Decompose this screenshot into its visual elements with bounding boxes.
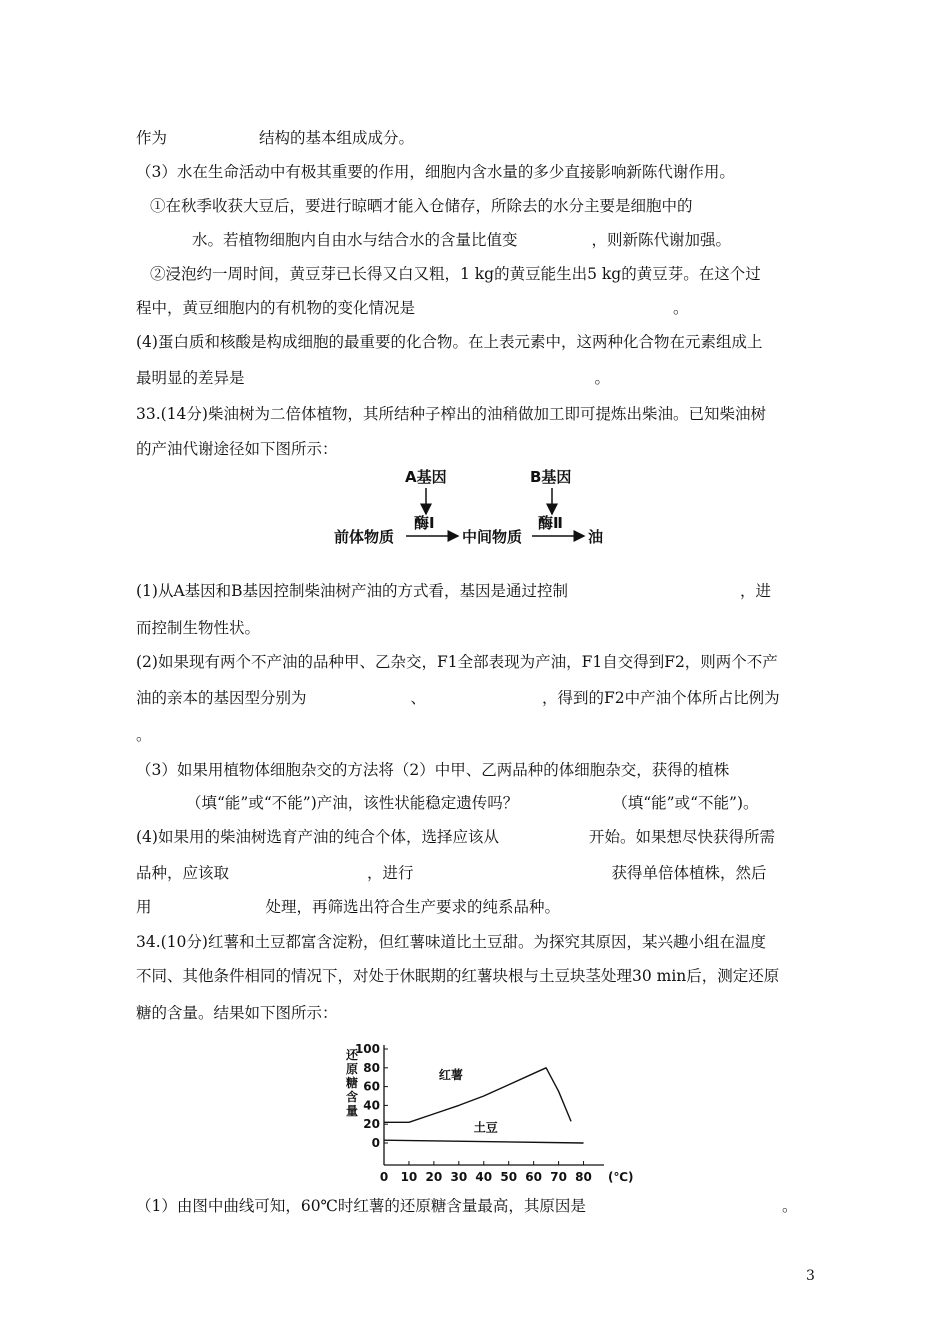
text-line-8 <box>136 368 610 388</box>
enzyme-2-label: 酶Ⅱ <box>538 514 563 532</box>
text-line-13: (2)如果现有两个不产油的品种甲、乙杂交，F1全部表现为产油，F1自交得到F2，则两个不产 <box>136 653 778 671</box>
text-line-17 <box>186 793 759 813</box>
x-tick-label: 10 <box>400 1170 418 1184</box>
page-number: 3 <box>806 1268 815 1284</box>
gene-b-label: B基因 <box>530 468 572 486</box>
intermediate-label: 中间物质 <box>462 528 523 546</box>
text-segment: 处理，再筛选出符合生产要求的纯系品种。 <box>265 898 561 916</box>
text-line-1 <box>136 128 414 148</box>
text-line-14 <box>136 688 780 708</box>
text-segment: （1）由图中曲线可知，60℃时红薯的还原糖含量最高，其原因是 <box>136 1197 586 1215</box>
text-line-10: 的产油代谢途径如下图所示： <box>136 440 338 458</box>
series-line-1 <box>384 1068 571 1123</box>
text-segment: （填“能”或“不能”)。 <box>612 794 759 812</box>
gene-a-label: A基因 <box>405 468 447 486</box>
y-label-char: 量 <box>346 1104 359 1118</box>
text-line-9: 33.(14分)柴油树为二倍体植物，其所结种子榨出的油稍做加工即可提炼出柴油。已知柴油树 <box>136 405 766 423</box>
text-segment: ，进行 <box>367 864 414 882</box>
text-segment: 获得单倍体植株，然后 <box>611 864 767 882</box>
text-line-15: 。 <box>136 726 152 744</box>
y-tick-label: 80 <box>363 1060 380 1075</box>
x-tick-label: 40 <box>475 1170 493 1184</box>
text-line-6 <box>136 298 689 318</box>
text-segment: 用 <box>136 898 152 916</box>
text-line-3: ①在秋季收获大豆后，要进行晾晒才能入仓储存，所除去的水分主要是细胞中的 <box>150 197 693 215</box>
series-lines <box>384 1067 584 1143</box>
pathway-diagram <box>330 462 620 552</box>
product-label: 油 <box>588 528 604 546</box>
text-line-24 <box>136 1196 797 1216</box>
text-line-5: ②浸泡约一周时间，黄豆芽已长得又白又粗，1 kg的黄豆能生出5 kg的黄豆芽。在这个过 <box>150 265 761 283</box>
text-line-2: （3）水在生命活动中有极其重要的作用，细胞内含水量的多少直接影响新陈代谢作用。 <box>136 163 735 181</box>
text-segment: ，进 <box>740 582 772 600</box>
text-segment: 油的亲本的基因型分别为 <box>136 689 307 707</box>
series-label-1: 红薯 <box>438 1068 463 1083</box>
text-segment: ，则新陈代谢加强。 <box>591 231 732 249</box>
x-tick-label: 50 <box>500 1170 518 1184</box>
x-tick-label: 70 <box>550 1170 567 1184</box>
text-line-7: (4)蛋白质和核酸是构成细胞的最重要的化合物。在上表元素中，这两种化合物在元素组成上 <box>136 333 763 351</box>
x-tick-label: 0 <box>379 1170 389 1184</box>
text-line-19 <box>136 863 767 883</box>
y-label-char: 含 <box>346 1090 359 1104</box>
reducing-sugar-chart <box>340 1035 634 1185</box>
text-segment: 、 <box>410 689 427 707</box>
text-line-23: 糖的含量。结果如下图所示： <box>136 1004 338 1022</box>
x-tick-label: 20 <box>425 1170 443 1184</box>
text-line-20 <box>136 897 560 917</box>
x-unit-label: (℃) <box>608 1170 634 1184</box>
enzyme-1-label: 酶Ⅰ <box>414 514 435 532</box>
y-tick-label: 100 <box>354 1042 380 1056</box>
text-line-22: 不同、其他条件相同的情况下，对处于休眠期的红薯块根与土豆块茎处理30 min后，测定还原 <box>136 967 780 985</box>
text-segment: 。 <box>781 1197 798 1215</box>
text-segment: 品种，应该取 <box>136 864 230 882</box>
text-line-11 <box>136 581 771 601</box>
text-segment: (1)从A基因和B基因控制柴油树产油的方式看，基因是通过控制 <box>136 582 569 600</box>
text-segment: 程中，黄豆细胞内的有机物的变化情况是 <box>136 299 416 317</box>
text-segment: 开始。如果想尽快获得所需 <box>588 828 775 846</box>
text-segment: 水。若植物细胞内自由水与结合水的含量比值变 <box>192 231 518 249</box>
y-label-char: 糖 <box>346 1076 359 1090</box>
text-segment: （填“能”或“不能”)产油，该性状能稳定遗传吗？ <box>186 794 519 812</box>
series-line-2 <box>384 1140 584 1143</box>
text-line-18 <box>136 827 775 847</box>
text-segment: (4)如果用的柴油树选育产油的纯合个体，选择应该从 <box>136 828 499 846</box>
y-tick-label: 20 <box>363 1117 380 1132</box>
text-line-12: 而控制生物性状。 <box>136 619 261 637</box>
y-tick-label: 40 <box>363 1098 380 1113</box>
text-segment: 最明显的差异是 <box>136 369 245 387</box>
text-segment: 。 <box>594 369 611 387</box>
x-tick-label: 30 <box>450 1170 468 1184</box>
text-line-4 <box>192 230 731 250</box>
y-label-char: 原 <box>346 1062 359 1076</box>
y-label-char: 还 <box>346 1048 359 1062</box>
text-segment: 结构的基本组成成分。 <box>259 129 415 147</box>
y-axis-label <box>345 1047 359 1118</box>
y-tick-label: 0 <box>371 1136 380 1150</box>
series-label-2: 土豆 <box>473 1120 498 1135</box>
y-tick-label: 60 <box>363 1079 380 1094</box>
text-line-16: （3）如果用植物体细胞杂交的方法将（2）中甲、乙两品种的体细胞杂交，获得的植株 <box>136 761 730 779</box>
y-tick-labels <box>355 1042 388 1150</box>
text-segment: 作为 <box>136 129 168 147</box>
x-tick-label: 60 <box>525 1170 542 1184</box>
text-segment: 。 <box>673 299 689 317</box>
text-segment: ，得到的F2中产油个体所占比例为 <box>542 689 780 707</box>
x-tick-label: 80 <box>575 1170 592 1184</box>
text-line-21: 34.(10分)红薯和土豆都富含淀粉，但红薯味道比土豆甜。为探究其原因，某兴趣小组在温度 <box>136 933 766 951</box>
precursor-label: 前体物质 <box>334 528 395 546</box>
axes <box>384 1045 604 1165</box>
